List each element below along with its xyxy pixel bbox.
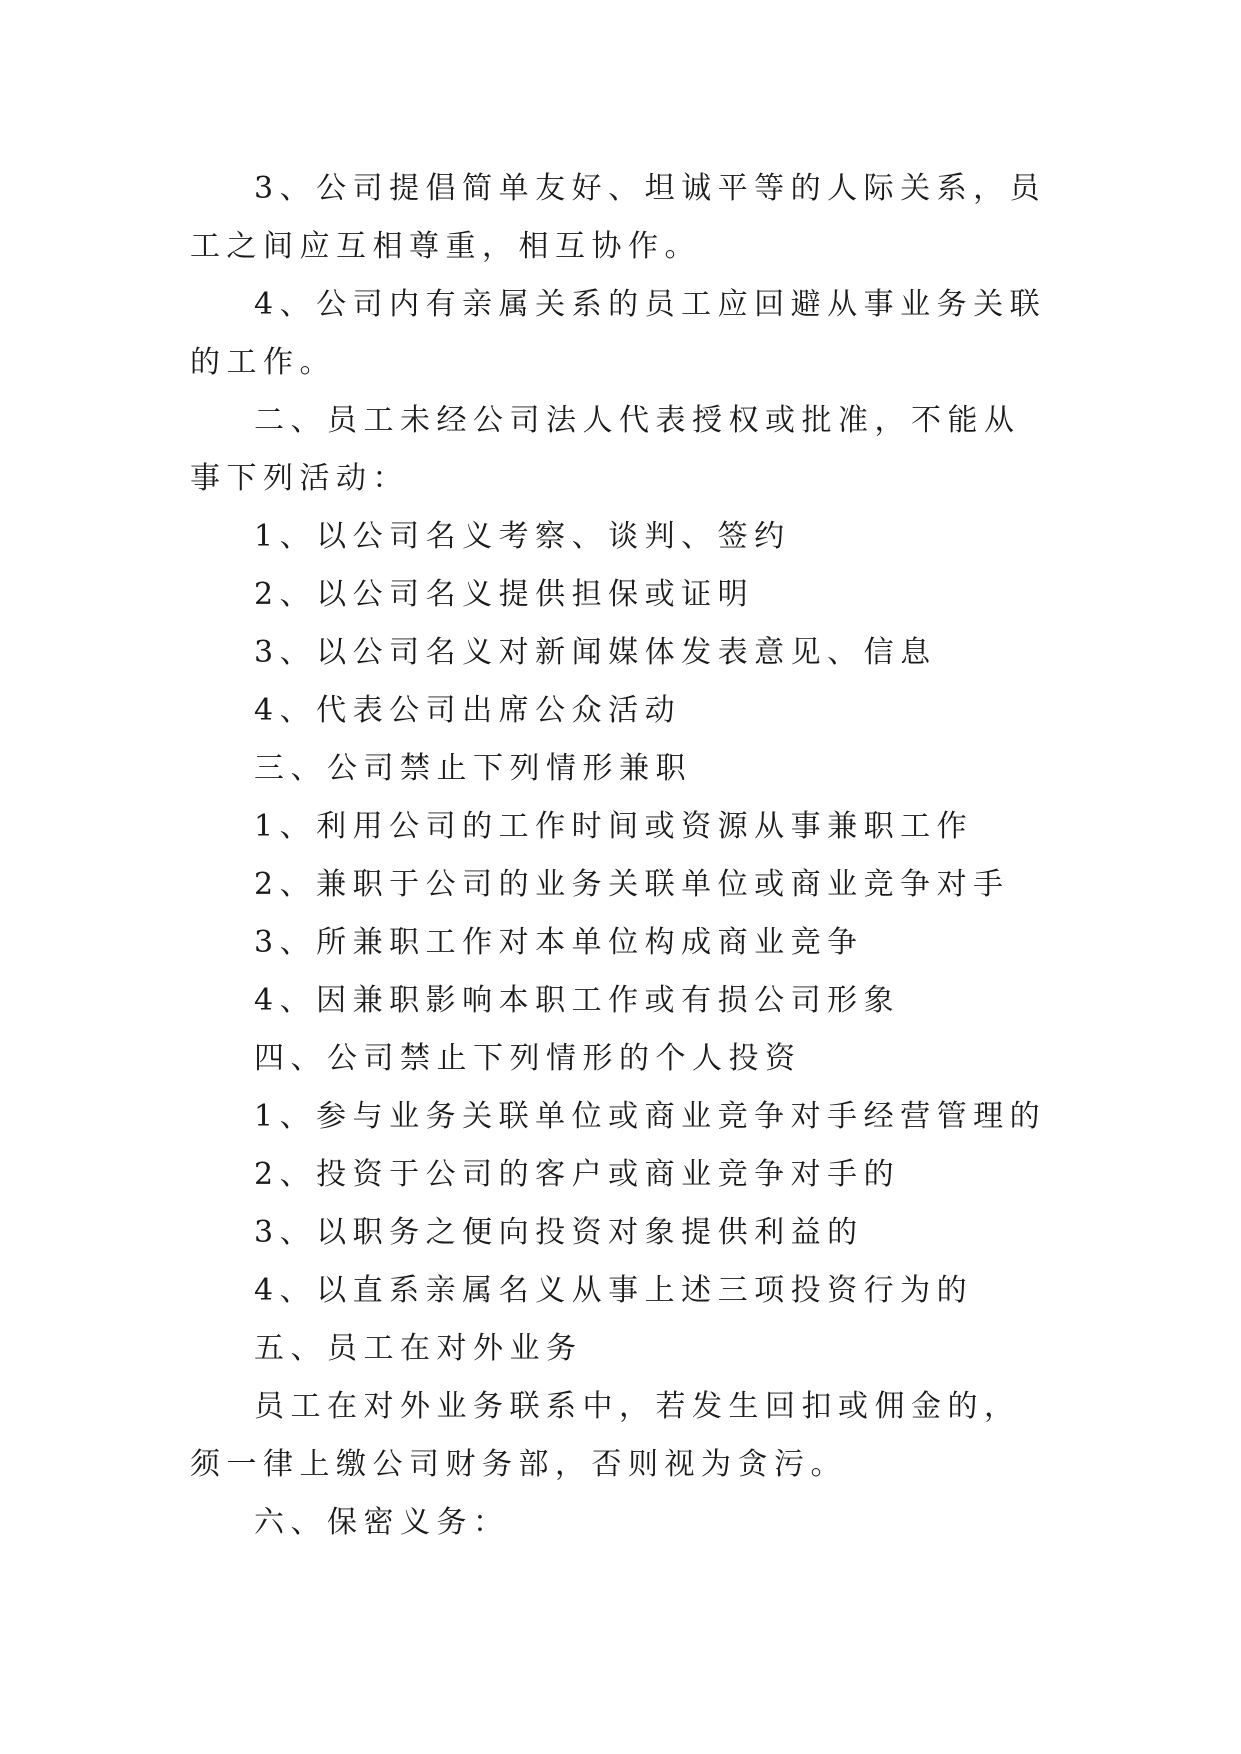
list-item: 3、以职务之便向投资对象提供利益的 <box>254 1215 864 1250</box>
list-item: 3、以公司名义对新闻媒体发表意见、信息 <box>254 635 937 670</box>
section-heading: 六、保密义务： <box>254 1505 510 1540</box>
list-item: 2、兼职于公司的业务关联单位或商业竞争对手 <box>254 867 1010 902</box>
list-item: 1、利用公司的工作时间或资源从事兼职工作 <box>254 809 974 844</box>
section-heading: 五、员工在对外业务 <box>254 1331 583 1366</box>
section-heading: 四、公司禁止下列情形的个人投资 <box>254 1041 802 1076</box>
section-heading: 三、公司禁止下列情形兼职 <box>254 751 692 786</box>
list-item: 2、以公司名义提供担保或证明 <box>254 577 755 612</box>
list-item: 1、以公司名义考察、谈判、签约 <box>254 519 791 554</box>
paragraph: 3、公司提倡简单友好、坦诚平等的人际关系，员工之间应互相尊重，相互协作。 <box>190 171 1047 264</box>
list-item: 4、代表公司出席公众活动 <box>254 693 682 728</box>
list-item: 4、因兼职影响本职工作或有损公司形象 <box>254 983 901 1018</box>
paragraph: 4、公司内有亲属关系的员工应回避从事业务关联的工作。 <box>190 287 1047 380</box>
list-item: 4、以直系亲属名义从事上述三项投资行为的 <box>254 1273 974 1308</box>
list-item: 3、所兼职工作对本单位构成商业竞争 <box>254 925 864 960</box>
list-item: 1、参与业务关联单位或商业竞争对手经营管理的 <box>254 1099 1047 1134</box>
section-heading: 二、员工未经公司法人代表授权或批准，不能从事下列活动： <box>190 403 1021 496</box>
list-item: 2、投资于公司的客户或商业竞争对手的 <box>254 1157 901 1192</box>
paragraph: 员工在对外业务联系中，若发生回扣或佣金的，须一律上缴公司财务部，否则视为贪污。 <box>190 1389 1021 1482</box>
document-body <box>190 160 1052 1552</box>
